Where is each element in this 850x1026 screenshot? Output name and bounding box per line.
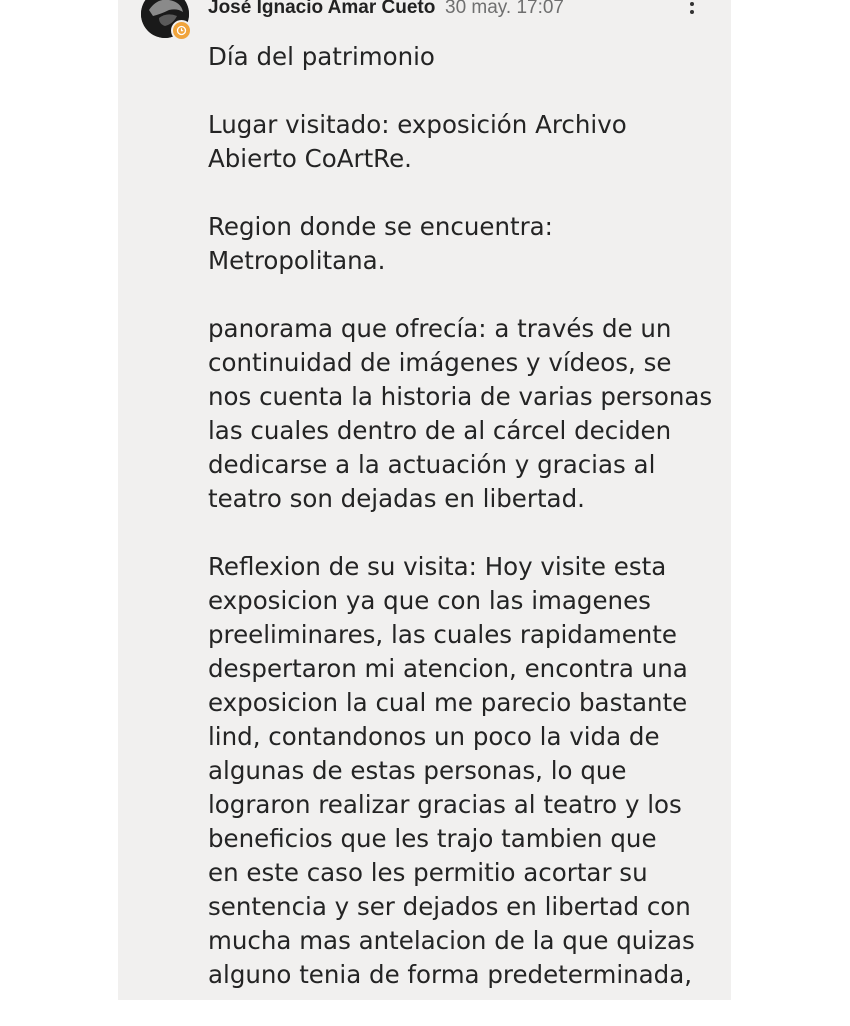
- message-line: exposicion la cual me parecio bastante: [208, 688, 688, 717]
- sender-name[interactable]: José Ignacio Amar Cueto: [208, 0, 436, 18]
- message-line: panorama que ofrecía: a través de un: [208, 314, 672, 343]
- message-line: Metropolitana.: [208, 246, 386, 275]
- paragraph-region: [208, 210, 718, 278]
- message-line: alguno tenia de forma predeterminada,: [208, 960, 693, 989]
- sender-avatar[interactable]: [141, 0, 189, 38]
- message-line: dedicarse a la actuación y gracias al: [208, 450, 656, 479]
- message-line: lograron realizar gracias al teatro y los: [208, 790, 682, 819]
- message-line: nos cuenta la historia de varias personas: [208, 382, 713, 411]
- message-line: sentencia y ser dejados en libertad con: [208, 892, 691, 921]
- more-vert-icon[interactable]: [683, 0, 701, 20]
- paragraph-reflection: [208, 550, 718, 992]
- message-line: teatro son dejadas en libertad.: [208, 484, 585, 513]
- message-line: mucha mas antelacion de la que quizas: [208, 926, 695, 955]
- message-line: Reflexion de su visita: Hoy visite esta: [208, 552, 667, 581]
- message-line: Region donde se encuentra:: [208, 212, 553, 241]
- paragraph-place: [208, 108, 718, 176]
- paragraph-title: [208, 40, 718, 74]
- message-timestamp: 30 may. 17:07: [445, 0, 565, 18]
- message-line: Abierto CoArtRe.: [208, 144, 412, 173]
- message-line: continuidad de imágenes y vídeos, se: [208, 348, 672, 377]
- message-line: beneficios que les trajo tambien que: [208, 824, 657, 853]
- paragraph-panorama: [208, 312, 718, 516]
- message-line: Día del patrimonio: [208, 42, 435, 71]
- message-line: exposicion ya que con las imagenes: [208, 586, 651, 615]
- message-line: lind, contandonos un poco la vida de: [208, 722, 660, 751]
- message-line: preeliminares, las cuales rapidamente: [208, 620, 677, 649]
- message-line: Lugar visitado: exposición Archivo: [208, 110, 627, 139]
- clock-badge-icon: [171, 20, 192, 41]
- message-body: [208, 40, 718, 1026]
- message-line: despertaron mi atencion, encontra una: [208, 654, 688, 683]
- message-line: en este caso les permitio acortar su: [208, 858, 648, 887]
- message-line: las cuales dentro de al cárcel deciden: [208, 416, 672, 445]
- message-line: algunas de estas personas, lo que: [208, 756, 627, 785]
